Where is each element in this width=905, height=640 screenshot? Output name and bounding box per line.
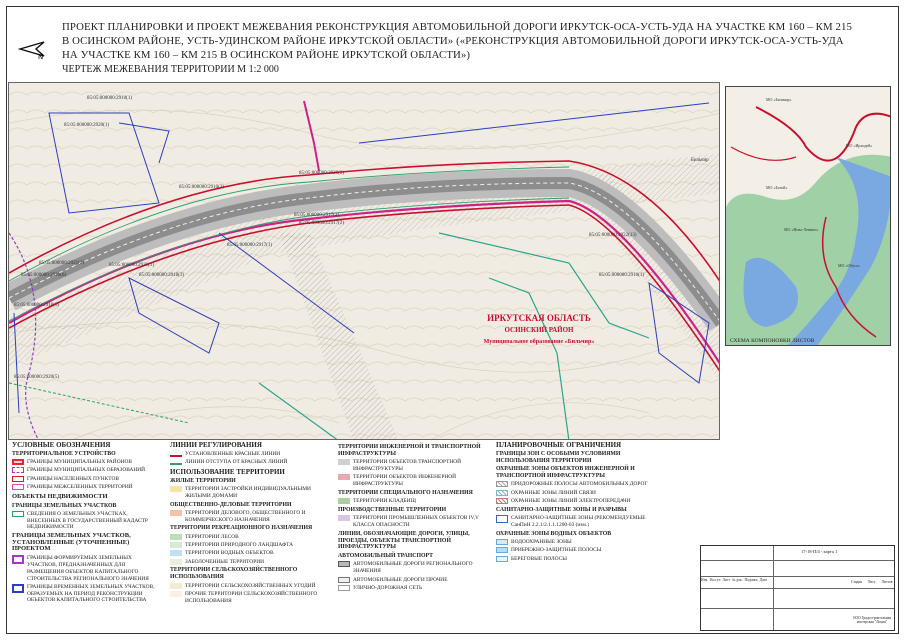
sheet-title: ПРОЕКТ ПЛАНИРОВКИ И ПРОЕКТ МЕЖЕВАНИЯ РЕКОНСТРУКЦИЯ АВТОМОБИЛЬНОЙ ДОРОГИ ИРКУТСК-ОСА-УСТЬ-УДА НА УЧАСТКЕ КМ 160 – КМ 215 В ОСИНСКОМ РАЙОНЕ, УСТЬ-УДИНСКОМ РАЙОНЕ ИРКУТСКОЙ ОБЛАСТИ» («РЕКОНСТРУКЦИЯ АВТОМОБИЛЬНОЙ ДОРОГИ ИРКУТСК-ОСА-УСТЬ-УДА НА УЧАСТКЕ КМ 160 – КМ 215 В ОСИНСКОМ РАЙОНЕ ИРКУТСКОЙ ОБЛАСТИ») bbox=[62, 21, 852, 61]
cadastral-label: 85:05:000000:2918(3) bbox=[139, 273, 184, 278]
legend-text: ТЕРРИТОРИИ КЛАДБИЩ bbox=[353, 498, 416, 505]
stamp-col: Изм. bbox=[701, 578, 709, 582]
legend-item bbox=[338, 459, 488, 473]
legend-item bbox=[170, 542, 330, 549]
legend-text: ТЕРРИТОРИИ СЕЛЬСКОХОЗЯЙСТВЕННЫХ УГОДИЙ bbox=[185, 582, 316, 589]
legend-text: ЛИНИИ ОТСТУПА ОТ КРАСНЫХ ЛИНИЙ bbox=[185, 459, 288, 466]
swatch bbox=[170, 550, 182, 556]
legend-text: УЛИЧНО-ДОРОЖНАЯ СЕТЬ bbox=[353, 584, 423, 591]
legend-heading: ТЕРРИТОРИИ ИНЖЕНЕРНОЙ И ТРАНСПОРТНОЙ ИНФРАСТРУКТУРЫ bbox=[338, 444, 481, 457]
stamp-stage: Стадия bbox=[851, 580, 862, 584]
stamp-sheet-info bbox=[851, 580, 892, 584]
legend-item bbox=[12, 555, 162, 582]
inset-label: МО «Бозой» bbox=[766, 185, 788, 190]
legend-text: ТЕРРИТОРИИ ОБЪЕКТОВ ТРАНСПОРТНОЙ ИНФРАСТРУКТУРЫ bbox=[353, 459, 462, 472]
cadastral-label: 85:05:000000:2918(6) bbox=[14, 303, 59, 308]
legend-item bbox=[496, 481, 666, 488]
legend-text: ПРИБРЕЖНО-ЗАЩИТНЫЕ ПОЛОСЫ bbox=[511, 547, 602, 554]
swatch bbox=[170, 451, 182, 457]
legend-text: ГРАНИЦЫ ВРЕМЕННЫХ ЗЕМЕЛЬНЫХ УЧАСТКОВ, ОБРАЗУЕМЫХ НА ПЕРИОД РЕКОНСТРУКЦИИ ОБЪЕКТОВ КАПИТАЛЬНОГО СТРОИТЕЛЬСТВА bbox=[27, 583, 155, 604]
cadastral-label: 85:05:000000:2917(3) bbox=[294, 213, 339, 218]
legend-text: ГРАНИЦЫ ФОРМИРУЕМЫХ ЗЕМЕЛЬНЫХ УЧАСТКОВ, ПРЕДНАЗНАЧЕННЫХ ДЛЯ РАЗМЕЩЕНИЯ ОБЪЕКТОВ КАПИТАЛЬНОГО СТРОИТЕЛЬСТВА РЕГИОНАЛЬНОГО ЗНАЧЕНИЯ bbox=[27, 555, 149, 582]
legend-heading: ЛИНИИ, ОБОЗНАЧАЮЩИЕ ДОРОГИ, УЛИЦЫ, ПРОЕЗДЫ, ОБЪЕКТЫ ТРАНСПОРТНОЙ ИНФРАСТРУКТУРЫ bbox=[338, 530, 470, 551]
stamp-cols bbox=[701, 578, 767, 582]
legend-text: САНИТАРНО-ЗАЩИТНЫЕ ЗОНЫ (РЕКОМЕНДУЕМЫЕ СанПиН 2.2.1/2.1.1.1200-03 (изм.) bbox=[511, 515, 646, 528]
legend-item bbox=[170, 459, 330, 466]
legend-item bbox=[496, 547, 666, 554]
cadastral-label: 85:05:000000:2920(6) bbox=[21, 273, 66, 278]
swatch bbox=[496, 490, 508, 496]
inset-label: МО «Ново-Ленино» bbox=[784, 227, 819, 232]
legend-heading: ОБЪЕКТЫ НЕДВИЖИМОСТИ bbox=[12, 492, 108, 500]
swatch bbox=[496, 547, 508, 553]
cadastral-label: 85:05:000000:2920(5) bbox=[14, 375, 59, 380]
legend-item bbox=[170, 550, 330, 557]
legend-heading: ОБЩЕСТВЕННО-ДЕЛОВЫЕ ТЕРРИТОРИИ bbox=[170, 501, 292, 508]
swatch bbox=[338, 459, 350, 465]
legend-text: ТЕРРИТОРИИ ЗАСТРОЙКИ ИНДИВИДУАЛЬНЫМИ ЖИЛЫМИ ДОМАМИ bbox=[185, 485, 311, 499]
legend-item bbox=[170, 583, 330, 590]
legend-item bbox=[338, 498, 488, 505]
legend-item bbox=[338, 474, 488, 488]
sheet-subtitle: ЧЕРТЕЖ МЕЖЕВАНИЯ ТЕРРИТОРИИ М 1:2 000 bbox=[62, 64, 279, 75]
legend-text: ТЕРРИТОРИИ ДЕЛОВОГО, ОБЩЕСТВЕННОГО И КОММЕРЧЕСКОГО НАЗНАЧЕНИЯ bbox=[185, 509, 306, 523]
legend-text: ПРОЧИЕ ТЕРРИТОРИИ СЕЛЬСКОХОЗЯЙСТВЕННОГО ИСПОЛЬЗОВАНИЯ bbox=[185, 590, 318, 604]
legend-item bbox=[170, 534, 330, 541]
legend-heading: ПЛАНИРОВОЧНЫЕ ОГРАНИЧЕНИЯ bbox=[496, 441, 622, 449]
cadastral-label: 85:05:000000:2917(1) bbox=[227, 243, 272, 248]
legend-text: ГРАНИЦЫ МУНИЦИПАЛЬНЫХ ОБРАЗОВАНИЙ bbox=[27, 467, 146, 474]
legend-item bbox=[12, 459, 162, 466]
legend-text: УСТАНОВЛЕННЫЕ КРАСНЫЕ ЛИНИИ bbox=[185, 450, 281, 457]
legend-text: ГРАНИЦЫ НАСЕЛЕННЫХ ПУНКТОВ bbox=[27, 475, 119, 482]
swatch bbox=[496, 515, 508, 523]
title-block bbox=[700, 545, 895, 631]
legend-text: ПРИДОРОЖНЫЕ ПОЛОСЫ АВТОМОБИЛЬНЫХ ДОРОГ bbox=[511, 481, 648, 488]
swatch bbox=[338, 561, 350, 567]
swatch bbox=[338, 498, 350, 504]
swatch bbox=[496, 539, 508, 545]
map-canvas bbox=[9, 83, 720, 440]
municipality-name: Муниципальное образование «Бильчир» bbox=[483, 339, 595, 345]
legend-item bbox=[496, 498, 666, 505]
legend-col-3 bbox=[338, 442, 488, 593]
swatch bbox=[12, 476, 24, 482]
inset-map[interactable] bbox=[725, 86, 891, 346]
legend-item bbox=[12, 467, 162, 474]
legend-heading: ЖИЛЫЕ ТЕРРИТОРИИ bbox=[170, 477, 236, 484]
cadastral-label: 85:05:000000:2921(2) bbox=[39, 261, 84, 266]
legend-col-2 bbox=[170, 442, 330, 606]
legend-item bbox=[496, 556, 666, 563]
stamp-sheets: Листов bbox=[881, 580, 893, 584]
legend-text: ГРАНИЦЫ МУНИЦИПАЛЬНЫХ РАЙОНОВ bbox=[27, 459, 132, 466]
inset-caption: СХЕМА КОМПОНОВКИ ЛИСТОВ bbox=[730, 338, 815, 344]
cadastral-label: 85:05:000000:2910(1) bbox=[87, 96, 132, 101]
north-arrow-icon bbox=[18, 38, 48, 60]
legend-text: ТЕРРИТОРИИ ВОДНЫХ ОБЪЕКТОВ bbox=[185, 550, 274, 557]
swatch bbox=[170, 559, 182, 565]
swatch bbox=[496, 498, 508, 504]
district-name: ОСИНСКИЙ РАЙОН bbox=[504, 326, 574, 334]
road-label: Бильчир bbox=[691, 158, 709, 163]
legend-heading: ПРОИЗВОДСТВЕННЫЕ ТЕРРИТОРИИ bbox=[338, 506, 447, 513]
legend-heading: САНИТАРНО-ЗАЩИТНЫЕ ЗОНЫ И РАЗРЫВЫ bbox=[496, 506, 627, 513]
stamp-col: Кол.уч bbox=[710, 578, 721, 582]
swatch bbox=[12, 484, 24, 490]
legend-item bbox=[12, 484, 162, 491]
cadastral-label: 85:05:000000:2916(1) bbox=[599, 273, 644, 278]
swatch bbox=[12, 555, 24, 564]
legend-text: СВЕДЕНИЯ О ЗЕМЕЛЬНЫХ УЧАСТКАХ, ВНЕСЕННЫХ В ГОСУДАРСТВЕННЫЙ КАДАСТР НЕДВИЖИМОСТИ bbox=[27, 510, 148, 531]
legend-text: ЗАБОЛОЧЕННЫЕ ТЕРРИТОРИИ bbox=[185, 558, 264, 565]
stamp-sheet: Лист bbox=[867, 580, 876, 584]
swatch bbox=[170, 510, 182, 516]
legend-text: ГРАНИЦЫ МЕЖСЕЛЕННЫХ ТЕРРИТОРИЙ bbox=[27, 483, 133, 490]
legend-heading: ОХРАННЫЕ ЗОНЫ ОБЪЕКТОВ ИНЖЕНЕРНОЙ И ТРАНСПОРТНОЙ ИНФРАСТРУКТУРЫ bbox=[496, 466, 635, 480]
legend-text: ОХРАННЫЕ ЗОНЫ ЛИНИЙ ЭЛЕКТРОПЕРЕДАЧИ bbox=[511, 498, 631, 505]
stamp-org: ООО Градостроительная мастерская "Лоция" bbox=[852, 616, 892, 624]
legend-col-4 bbox=[496, 442, 666, 564]
swatch bbox=[12, 459, 24, 465]
legend-item bbox=[338, 515, 488, 529]
svg-text:N: N bbox=[38, 53, 44, 60]
swatch bbox=[12, 584, 24, 593]
region-labels bbox=[464, 313, 614, 345]
legend-heading: ГРАНИЦЫ ЗЕМЕЛЬНЫХ УЧАСТКОВ, УСТАНОВЛЕННЫЕ (УТОЧНЕННЫЕ) ПРОЕКТОМ bbox=[12, 531, 131, 553]
swatch bbox=[338, 577, 350, 583]
swatch bbox=[170, 542, 182, 548]
stamp-col: Лист bbox=[722, 578, 730, 582]
swatch bbox=[496, 481, 508, 487]
cadastral-label: 85:05:000000:2920(1) bbox=[64, 123, 109, 128]
cadastral-label: 85:05:000000:2922(13) bbox=[589, 233, 637, 238]
swatch bbox=[170, 459, 182, 465]
legend bbox=[8, 442, 708, 630]
legend-item bbox=[338, 585, 488, 592]
swatch bbox=[170, 583, 182, 589]
swatch bbox=[338, 515, 350, 521]
legend-heading: ТЕРРИТОРИАЛЬНОЕ УСТРОЙСТВО bbox=[12, 450, 116, 457]
legend-text: АВТОМОБИЛЬНЫЕ ДОРОГИ ПРОЧИЕ bbox=[353, 576, 448, 583]
stamp-col: Подпись bbox=[744, 578, 758, 582]
legend-heading: ТЕРРИТОРИИ РЕКРЕАЦИОННОГО НАЗНАЧЕНИЯ bbox=[170, 525, 313, 532]
legend-heading: ТЕРРИТОРИИ СПЕЦИАЛЬНОГО НАЗНАЧЕНИЯ bbox=[338, 489, 473, 496]
legend-text: ТЕРРИТОРИИ ОБЪЕКТОВ ИНЖЕНЕРНОЙ ИНФРАСТРУКТУРЫ bbox=[353, 474, 457, 487]
legend-item bbox=[170, 559, 330, 566]
legend-heading: АВТОМОБИЛЬНЫЙ ТРАНСПОРТ bbox=[338, 553, 433, 560]
legend-text: БЕРЕГОВЫЕ ПОЛОСЫ bbox=[511, 555, 567, 562]
legend-item bbox=[170, 591, 330, 605]
legend-text: ТЕРРИТОРИИ ПРОМЫШЛЕННЫХ ОБЪЕКТОВ IV,V КЛАССА ОПАСНОСТИ bbox=[353, 515, 479, 528]
main-map[interactable] bbox=[8, 82, 720, 440]
swatch bbox=[12, 467, 24, 473]
legend-heading: ОХРАННЫЕ ЗОНЫ ВОДНЫХ ОБЪЕКТОВ bbox=[496, 530, 612, 537]
swatch bbox=[170, 534, 182, 540]
legend-item bbox=[496, 515, 666, 529]
legend-item bbox=[338, 561, 488, 575]
swatch bbox=[170, 591, 182, 597]
cadastral-label: 85:05:000000:2921(1) bbox=[109, 263, 154, 268]
legend-col-1 bbox=[12, 442, 162, 606]
legend-title: УСЛОВНЫЕ ОБОЗНАЧЕНИЯ bbox=[12, 441, 111, 449]
legend-item bbox=[170, 451, 330, 458]
swatch bbox=[12, 511, 24, 517]
legend-item bbox=[170, 486, 330, 500]
legend-heading: ИСПОЛЬЗОВАНИЕ ТЕРРИТОРИИ bbox=[170, 467, 285, 476]
stamp-code: 17-18-П/4 - карта 1 bbox=[801, 549, 838, 554]
inset-canvas bbox=[726, 87, 891, 346]
swatch bbox=[338, 585, 350, 591]
cadastral-label: 85:05:000000:2910(2) bbox=[179, 185, 224, 190]
stamp-col: № док. bbox=[731, 578, 743, 582]
legend-heading: ГРАНИЦЫ ЗЕМЕЛЬНЫХ УЧАСТКОВ bbox=[12, 502, 117, 509]
legend-text: ВОДООХРАННЫЕ ЗОНЫ bbox=[511, 539, 572, 546]
legend-item bbox=[170, 510, 330, 524]
cadastral-label: 85:05:000000:2920(2) bbox=[299, 171, 344, 176]
inset-label: МО «Ирхидей» bbox=[846, 143, 873, 148]
cadastral-label: 85:05:000000:2917(2) bbox=[299, 221, 344, 226]
swatch bbox=[338, 474, 350, 480]
legend-heading: ЛИНИИ РЕГУЛИРОВАНИЯ bbox=[170, 441, 262, 449]
legend-text: ОХРАННЫЕ ЗОНЫ ЛИНИЙ СВЯЗИ bbox=[511, 489, 596, 496]
swatch bbox=[170, 486, 182, 492]
legend-text: ТЕРРИТОРИИ ПРИРОДНОГО ЛАНДШАФТА bbox=[185, 542, 294, 549]
legend-item bbox=[12, 584, 162, 604]
legend-item bbox=[496, 490, 666, 497]
legend-item bbox=[338, 577, 488, 584]
legend-item bbox=[12, 476, 162, 483]
inset-label: МО «Обуса» bbox=[838, 263, 860, 268]
region-name: ИРКУТСКАЯ ОБЛАСТЬ bbox=[487, 313, 591, 323]
swatch bbox=[496, 556, 508, 562]
legend-heading: ГРАНИЦЫ ЗОН С ОСОБЫМИ УСЛОВИЯМИ ИСПОЛЬЗОВАНИЯ ТЕРРИТОРИИ bbox=[496, 450, 621, 464]
stamp-col: Дата bbox=[759, 578, 767, 582]
inset-label: МО «Бильчир» bbox=[766, 97, 792, 102]
legend-text: ТЕРРИТОРИИ ЛЕСОВ bbox=[185, 533, 239, 540]
legend-text: АВТОМОБИЛЬНЫЕ ДОРОГИ РЕГИОНАЛЬНОГО ЗНАЧЕНИЯ bbox=[353, 561, 473, 575]
legend-item bbox=[12, 511, 162, 531]
legend-heading: ТЕРРИТОРИИ СЕЛЬСКОХОЗЯЙСТВЕННОГО ИСПОЛЬЗОВАНИЯ bbox=[170, 567, 298, 581]
legend-item bbox=[496, 539, 666, 546]
